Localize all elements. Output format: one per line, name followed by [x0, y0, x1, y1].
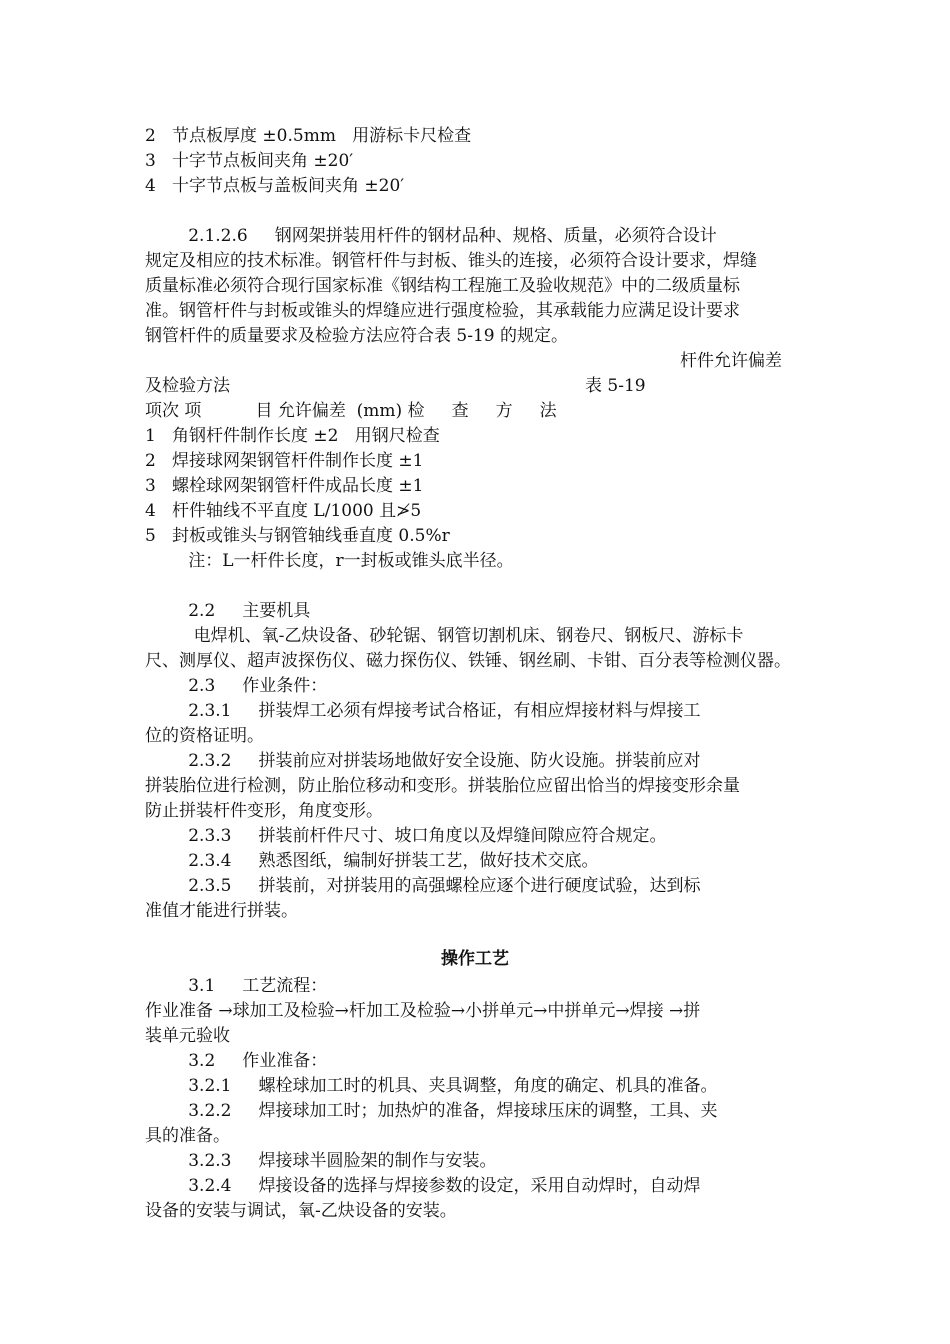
section-heading: 3.1 工艺流程： — [145, 976, 328, 996]
table-row: 4 杆件轴线不平直度 L/1000 且≯5 — [145, 501, 422, 521]
table-number: 表 5-19 — [585, 376, 646, 396]
paragraph-line: 2.3.4 熟悉图纸，编制好拼装工艺，做好技术交底。 — [145, 851, 599, 871]
node-row: 2 节点板厚度 ±0.5mm 用游标卡尺检查 — [145, 126, 472, 146]
process-flow: 装单元验收 — [145, 1026, 230, 1046]
paragraph-line: 2.3.5 拼装前，对拼装用的高强螺栓应逐个进行硬度试验，达到标 — [145, 876, 701, 896]
paragraph-line: 3.2.2 焊接球加工时；加热炉的准备，焊接球压床的调整，工具、夹 — [145, 1101, 718, 1121]
section-heading: 3.2 作业准备： — [145, 1051, 328, 1071]
paragraph-line: 准。钢管杆件与封板或锥头的焊缝应进行强度检验，其承载能力应满足设计要求 — [145, 301, 740, 321]
table-caption-right: 杆件允许偏差 — [680, 351, 782, 371]
paragraph-line: 具的准备。 — [145, 1126, 230, 1146]
table-row: 3 螺栓球网架钢管杆件成品长度 ±1 — [145, 476, 424, 496]
paragraph-line: 设备的安装与调试，氧-乙炔设备的安装。 — [145, 1201, 457, 1221]
paragraph-line: 尺、测厚仪、超声波探伤仪、磁力探伤仪、铁锤、钢丝刷、卡钳、百分表等检测仪器。 — [145, 651, 791, 671]
section-heading: 2.2 主要机具 — [145, 601, 311, 621]
table-row: 5 封板或锥头与钢管轴线垂直度 0.5%r — [145, 526, 450, 546]
paragraph-line: 3.2.1 螺栓球加工时的机具、夹具调整，角度的确定、机具的准备。 — [145, 1076, 718, 1096]
table-header: 项次 项 目 允许偏差 (mm) 检 查 方 法 — [145, 401, 557, 421]
paragraph-line: 电焊机、氧-乙炔设备、砂轮锯、钢管切割机床、钢卷尺、钢板尺、游标卡 — [145, 626, 744, 646]
paragraph-line: 位的资格证明。 — [145, 726, 264, 746]
paragraph-line: 钢管杆件的质量要求及检验方法应符合表 5-19 的规定。 — [145, 326, 568, 346]
paragraph-line: 防止拼装杆件变形，角度变形。 — [145, 801, 383, 821]
paragraph-line: 规定及相应的技术标准。钢管杆件与封板、锥头的连接，必须符合设计要求，焊缝 — [145, 251, 757, 271]
paragraph-line: 准值才能进行拼装。 — [145, 901, 298, 921]
paragraph-line: 2.1.2.6 钢网架拼装用杆件的钢材品种、规格、质量，必须符合设计 — [145, 226, 717, 246]
process-heading: 操作工艺 — [441, 949, 509, 969]
paragraph-line: 2.3.3 拼装前杆件尺寸、坡口角度以及焊缝间隙应符合规定。 — [145, 826, 667, 846]
paragraph-line: 3.2.3 焊接球半圆脸架的制作与安装。 — [145, 1151, 497, 1171]
paragraph-line: 3.2.4 焊接设备的选择与焊接参数的设定，采用自动焊时，自动焊 — [145, 1176, 701, 1196]
table-row: 1 角钢杆件制作长度 ±2 用钢尺检查 — [145, 426, 440, 446]
node-row: 3 十字节点板间夹角 ±20′ — [145, 151, 354, 171]
paragraph-line: 拼装胎位进行检测，防止胎位移动和变形。拼装胎位应留出恰当的焊接变形余量 — [145, 776, 740, 796]
section-heading: 2.3 作业条件： — [145, 676, 328, 696]
node-row: 4 十字节点板与盖板间夹角 ±20′ — [145, 176, 405, 196]
paragraph-line: 质量标准必须符合现行国家标准《钢结构工程施工及验收规范》中的二级质量标 — [145, 276, 740, 296]
paragraph-line: 2.3.2 拼装前应对拼装场地做好安全设施、防火设施。拼装前应对 — [145, 751, 701, 771]
process-flow: 作业准备 →球加工及检验→杆加工及检验→小拼单元→中拼单元→焊接 →拼 — [145, 1001, 701, 1021]
table-note: 注：L一杆件长度，r一封板或锥头底半径。 — [145, 551, 514, 571]
table-caption-left: 及检验方法 — [145, 376, 230, 396]
paragraph-line: 2.3.1 拼装焊工必须有焊接考试合格证，有相应焊接材料与焊接工 — [145, 701, 701, 721]
table-row: 2 焊接球网架钢管杆件制作长度 ±1 — [145, 451, 424, 471]
